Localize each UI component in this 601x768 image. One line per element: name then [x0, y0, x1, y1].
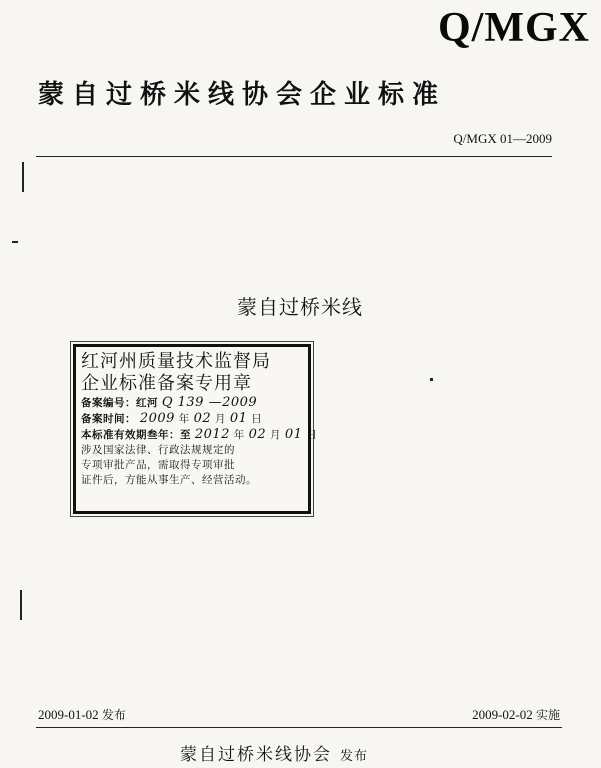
stamp-heading-line1: 红河州质量技术监督局	[81, 351, 271, 372]
filing-month-unit: 月	[215, 413, 227, 425]
filing-year: 2009	[139, 411, 175, 426]
filing-day-unit: 日	[251, 413, 263, 425]
stamp-filing-number	[81, 395, 305, 411]
stamp-heading-line2: 企业标准备案专用章	[81, 373, 252, 394]
stamp-filing-time	[81, 411, 305, 427]
filing-time-label: 备案时间：	[81, 413, 136, 425]
scan-mark	[430, 378, 433, 381]
filing-month: 02	[193, 411, 212, 426]
scan-mark	[20, 590, 22, 620]
footer-divider	[36, 727, 562, 728]
product-title: 蒙自过桥米线	[237, 295, 363, 319]
validity-month: 02	[248, 427, 267, 442]
publisher-action: 发布	[340, 749, 369, 764]
validity-month-unit: 月	[270, 429, 282, 441]
stamp-note-line3: 证件后，方能从事生产、经营活动。	[81, 474, 257, 486]
standard-number: Q/MGX 01—2009	[453, 131, 552, 146]
issue-label: 发布	[101, 708, 126, 722]
validity-label: 本标准有效期叁年：至	[81, 429, 191, 441]
publisher-name: 蒙自过桥米线协会	[180, 745, 332, 765]
validity-year: 2012	[194, 427, 230, 442]
issue-date-value: 2009-01-02	[38, 707, 99, 722]
header-divider	[36, 156, 552, 157]
issue-date	[38, 706, 126, 723]
implementation-date-value: 2009-02-02	[472, 707, 533, 722]
filing-number-label: 备案编号：红河	[81, 397, 158, 409]
implementation-date	[430, 706, 560, 723]
stamp-validity	[81, 427, 318, 443]
filing-year-unit: 年	[178, 413, 190, 425]
implementation-label: 实施	[535, 708, 560, 722]
validity-day-unit: 日	[306, 429, 318, 441]
publisher	[180, 740, 480, 765]
scan-mark	[12, 241, 18, 243]
stamp-note-line2: 专项审批产品，需取得专项审批	[81, 459, 235, 471]
validity-year-unit: 年	[233, 429, 245, 441]
filing-number-value: Q 139 —2009	[161, 395, 258, 410]
filing-day: 01	[229, 411, 248, 426]
stamp-note-line1: 涉及国家法律、行政法规规定的	[81, 444, 235, 456]
standard-code: Q/MGX	[438, 5, 590, 51]
association-standard-title: 蒙自过桥米线协会企业标准	[38, 80, 447, 110]
registration-stamp	[73, 344, 318, 514]
validity-day: 01	[284, 427, 303, 442]
scan-mark	[22, 162, 24, 192]
